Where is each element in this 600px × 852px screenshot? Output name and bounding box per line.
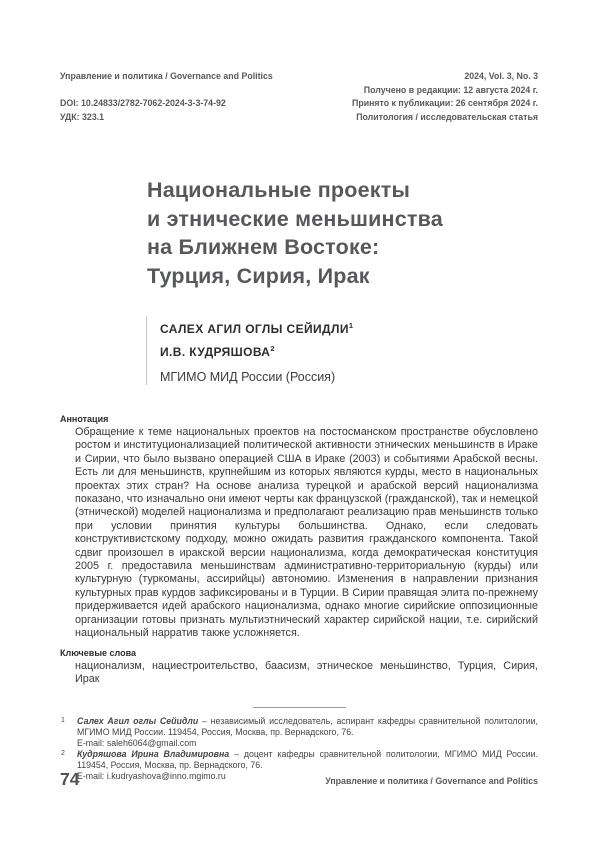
abstract-heading: Аннотация — [60, 414, 109, 424]
author-2 — [160, 339, 538, 362]
article-type: Политология / исследовательская статья — [356, 111, 538, 122]
keywords-heading: Ключевые слова — [60, 647, 137, 658]
footnote-2-email: E-mail: i.kudryashova@inno.mgimo.ru — [77, 771, 226, 782]
author-1-footnote-marker: 1 — [348, 321, 354, 330]
title-line-4: Турция, Сирия, Ирак — [147, 263, 370, 288]
page-footer — [60, 770, 538, 788]
footnote-1-text: – независимый исследователь, аспирант кафедры сравнительной политологии, МГИМО МИД России. 119454, Россия, Москва, пр. Вернадского, 76. — [77, 716, 538, 738]
footnote-2-number: 2 — [61, 750, 65, 758]
footnote-1 — [60, 716, 538, 749]
footnote-1-author: Салех Агил оглы Сейидли — [77, 716, 199, 727]
keywords-text: национализм, нациестроительство, баасизм, этническое меньшинство, Турция, Сирия, Ирак — [75, 659, 538, 685]
accepted-date: Принято к публикации: 26 сентября 2024 г. — [352, 98, 538, 108]
title-line-2: и этнические меньшинства — [147, 206, 443, 231]
article-title — [147, 176, 538, 290]
author-2-footnote-marker: 2 — [270, 344, 275, 353]
footnote-1-number: 1 — [61, 717, 65, 725]
page-header — [60, 70, 538, 124]
footer-journal-name: Управление и политика / Governance and Politics — [325, 776, 538, 786]
affiliation: МГИМО МИД России (Россия) — [160, 370, 336, 384]
received-date: Получено в редакции: 12 августа 2024 г. — [363, 84, 538, 95]
author-1 — [160, 316, 538, 339]
header-left-column — [60, 70, 273, 124]
authors-block — [146, 316, 538, 385]
author-1-name: САЛЕХ АГИЛ ОГЛЫ СЕЙИДЛИ — [160, 322, 349, 336]
author-2-name: И.В. КУДРЯШОВА — [160, 345, 271, 359]
header-right-column — [352, 70, 538, 124]
title-line-1: Национальные проекты — [147, 178, 411, 202]
doi: DOI: 10.24833/2782-7062-2024-3-3-74-92 — [60, 98, 226, 108]
volume-info: 2024, Vol. 3, No. 3 — [464, 71, 538, 81]
abstract-text: Обращение к теме национальных проектов на постосманском пространстве обусловлено ростом и институционализацией политической активности этнических меньшинств в Ираке и Сирии, что было вызвано операцией США в Ираке (2003) и событиями Арабской весны. Есть ли для меньшинств, крупнейшим из которых являются курды, место в национальных проектах этих стран? На основе анализа турецкой и арабской версий национализма показано, что изначально они имеют черты как французской (гражданской), так и немецкой (этнической) моделей национализма и предполагают реализацию прав меньшинств только при условии принятия культуры большинства. Однако, если следовать конструктивистскому подходу, можно ожидать развития гражданского компонента. Такой сдвиг произошел в иракской версии национализма, когда демократическая конституция 2005 г. предоставила меньшинствам административно-территориальную (курды) или культурную (туркоманы, ассирийцы) автономию. Изменения в направлении признания культурных прав курдов зафиксированы и в Турции. В Сирии правящая элита по-прежнему придерживается идей арабского национализма, однако многие сирийские оппозиционные организации готовы признать мультиэтнический характер сирийской нации, т.е. сирийский национальный нарратив также усложняется. — [75, 426, 538, 640]
footnote-divider — [253, 707, 346, 708]
footnote-2-author: Кудряшова Ирина Владимировна — [77, 749, 230, 760]
footnote-1-email: E-mail: saleh6064@gmail.com — [77, 738, 197, 749]
journal-name: Управление и политика / Governance and Politics — [60, 71, 273, 81]
title-line-3: на Ближнем Востоке: — [147, 235, 380, 259]
udk: УДК: 323.1 — [60, 111, 105, 122]
page-number: 74 — [60, 769, 80, 789]
footnote-2-text: – доцент кафедры сравнительной политологии, МГИМО МИД России. 119454, Россия, Москва, пр. Вернадского, 76. — [77, 749, 539, 771]
